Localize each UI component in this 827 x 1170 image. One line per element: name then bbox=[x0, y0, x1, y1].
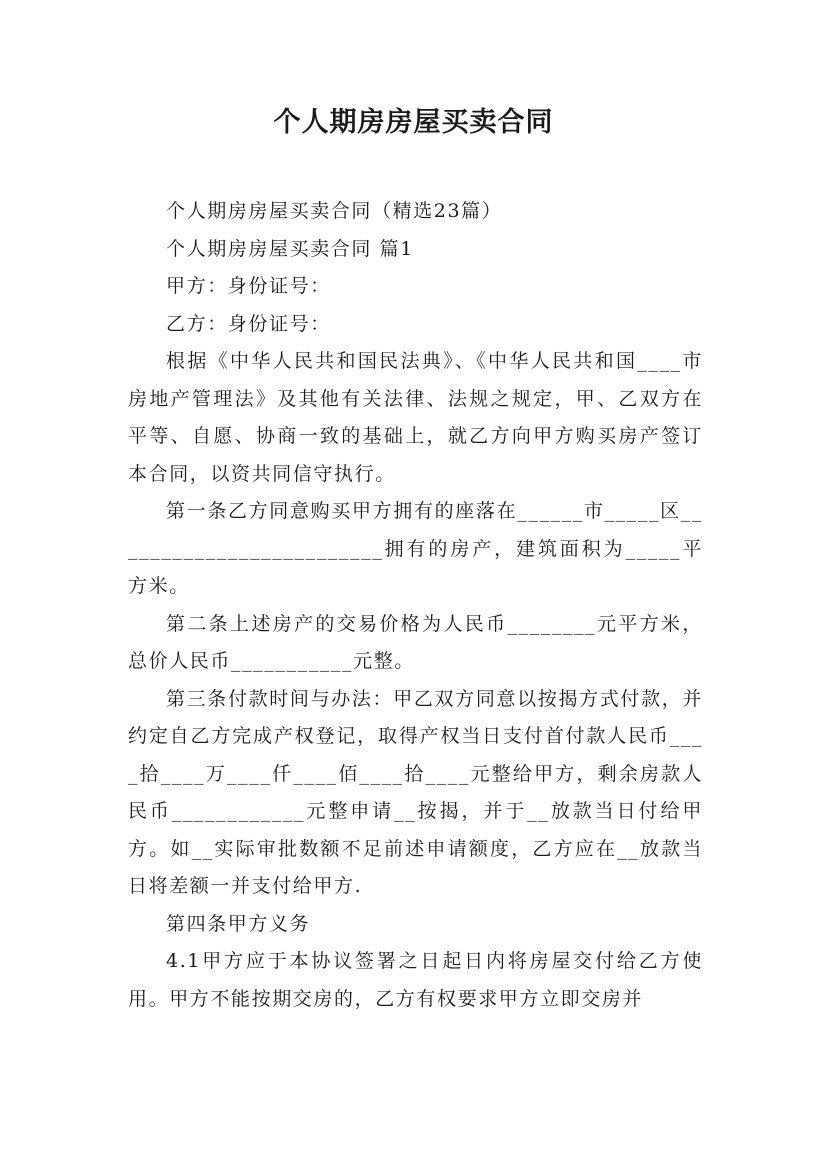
article-4-heading: 第四条甲方义务 bbox=[166, 912, 311, 935]
article-2-paragraph: 第二条上述房产的交易价格为人民币________元平方米，总价人民币___________元整。 bbox=[128, 612, 703, 672]
document-body bbox=[128, 193, 703, 1018]
section-heading: 个人期房房屋买卖合同 篇1 bbox=[166, 237, 414, 260]
party-a-line: 甲方：身份证号： bbox=[166, 275, 331, 297]
party-b-line: 乙方：身份证号： bbox=[166, 312, 331, 335]
article-4-1-paragraph: 4.1甲方应于本协议签署之日起日内将房屋交付给乙方使用。甲方不能按期交房的，乙方有权要求甲方立即交房并 bbox=[128, 950, 703, 1010]
intro-heading: 个人期房房屋买卖合同（精选23篇） bbox=[166, 200, 503, 222]
article-1-paragraph: 第一条乙方同意购买甲方拥有的座落在______市_____区_________________________拥有的房产，建筑面积为_____平方米。 bbox=[128, 500, 703, 597]
document-title: 个人期房房屋买卖合同 bbox=[273, 107, 554, 138]
preamble-paragraph: 根据《中华人民共和国民法典》、《中华人民共和国____市房地产管理法》及其他有关法律、法规之规定，甲、乙双方在平等、自愿、协商一致的基础上，就乙方向甲方购买房产签订本合同，以资共同信守执行。 bbox=[128, 350, 703, 485]
article-3-paragraph: 第三条付款时间与办法：甲乙双方同意以按揭方式付款，并约定自乙方完成产权登记，取得产权当日支付首付款人民币____拾____万____仟____佰____拾____元整给甲方，剩余房款人民币____________元整申请__按揭，并于__放款当日付给甲方。如__实际审批数额不足前述申请额度，乙方应在__放款当日将差额一并支付给甲方. bbox=[128, 687, 703, 897]
